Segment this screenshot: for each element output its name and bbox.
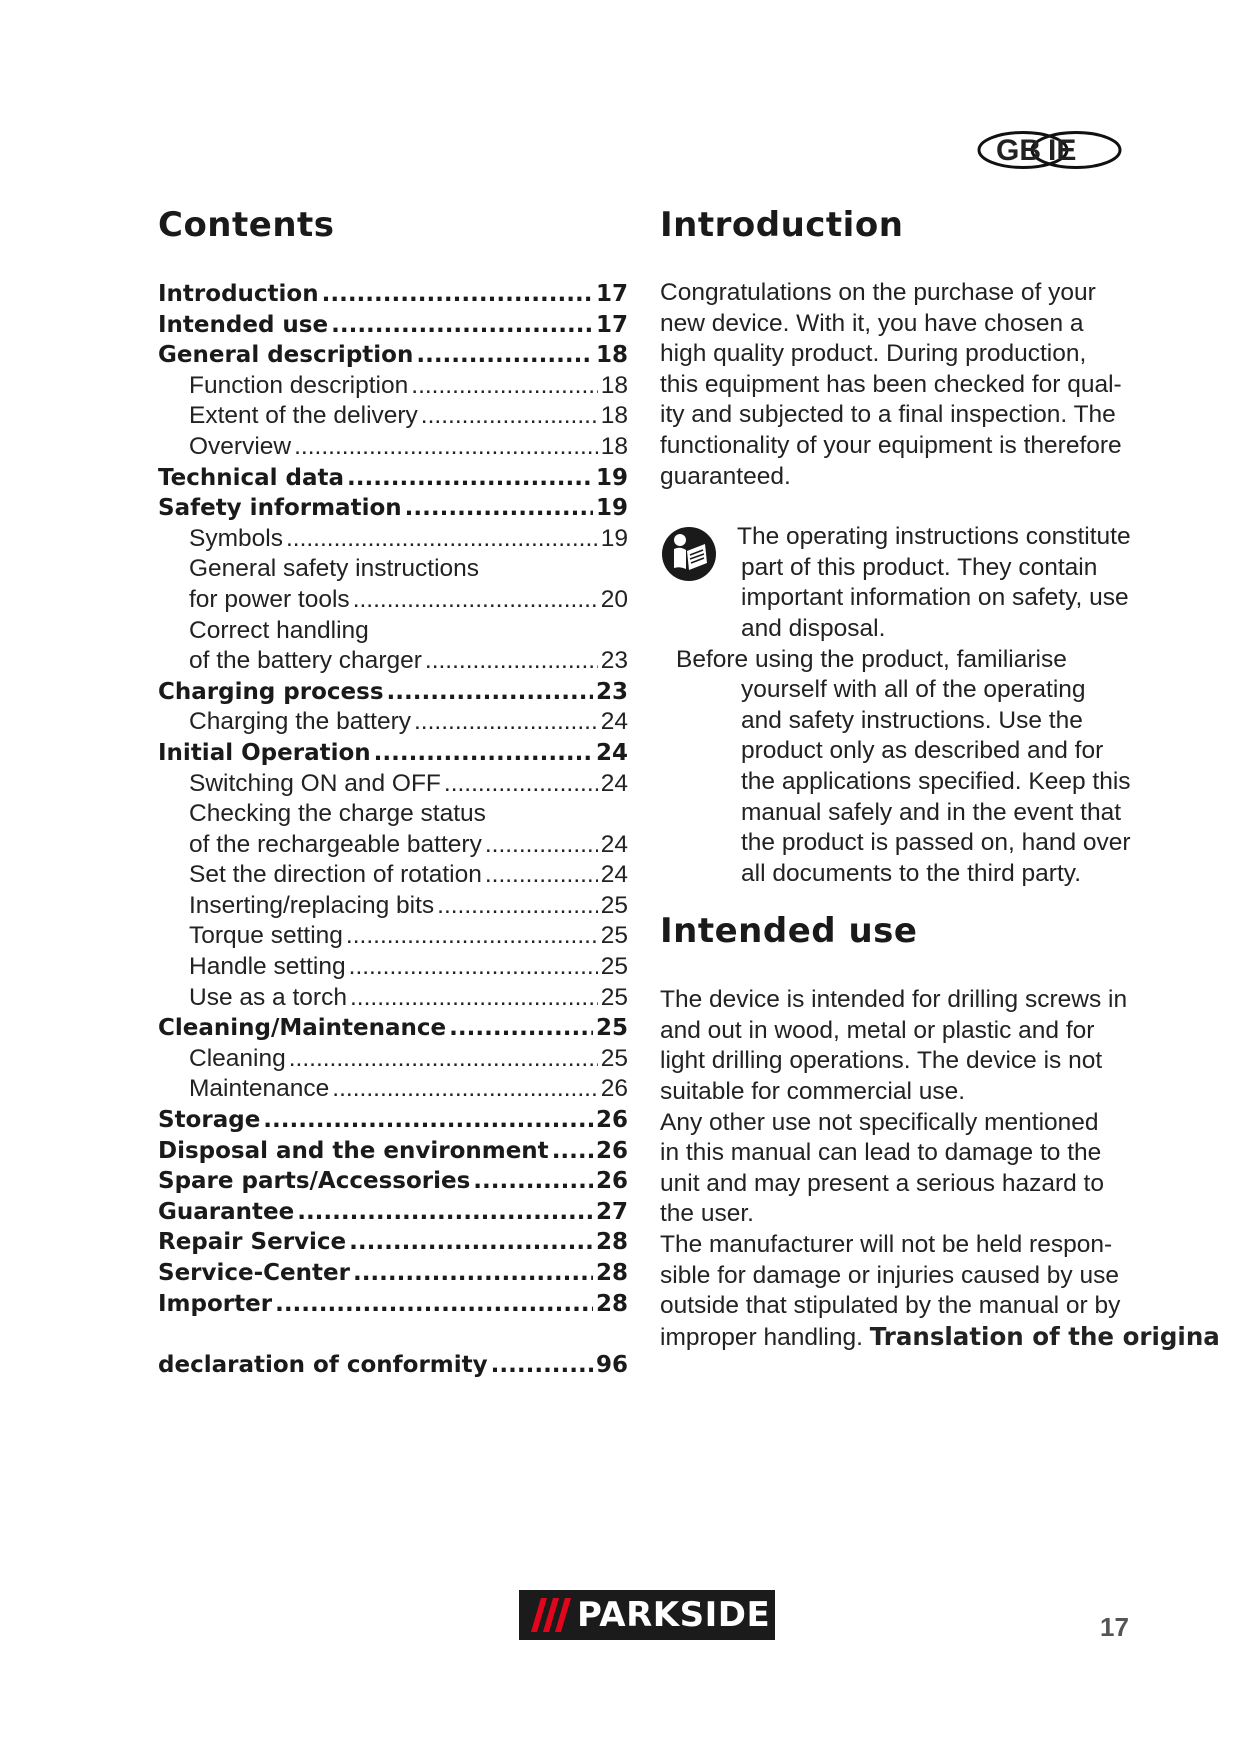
toc-page: 28	[595, 1260, 628, 1286]
toc-entry[interactable]	[158, 1197, 628, 1228]
toc-page: 24	[600, 830, 628, 858]
toc-page: 23	[595, 678, 628, 705]
toc-title: Handle setting	[189, 953, 346, 981]
toc-page: 26	[600, 1075, 628, 1103]
introduction-heading: Introduction	[660, 205, 904, 245]
text-line: all documents to the third party.	[741, 859, 1081, 887]
text-line: light drilling operations. The device is not	[660, 1047, 1103, 1075]
toc-title: for power tools	[189, 585, 350, 613]
text-line: The device is intended for drilling screws in	[660, 986, 1128, 1014]
parkside-logo-stripes-icon	[521, 1592, 575, 1638]
toc-title: Intended use	[158, 311, 329, 338]
toc-entry[interactable]	[158, 310, 628, 341]
toc-page: 26	[595, 1137, 628, 1164]
toc-page: 20	[600, 585, 628, 613]
toc-title: Extent of the delivery	[189, 402, 418, 430]
text-line: The operating instructions constitute	[737, 523, 1131, 551]
text-fragment: improper handling.	[660, 1323, 863, 1351]
toc-title: Charging the battery	[189, 708, 411, 736]
text-line: sible for damage or injuries caused by use	[660, 1261, 1119, 1289]
toc-entry[interactable]	[158, 1105, 628, 1136]
toc-title: Symbols	[189, 524, 283, 552]
toc-entry[interactable]	[158, 860, 628, 891]
toc-entry[interactable]	[158, 524, 628, 555]
toc-title: Disposal and the environment	[158, 1137, 549, 1164]
toc-entry[interactable]	[158, 1136, 628, 1167]
toc-page: 25	[600, 953, 628, 981]
toc-entry[interactable]	[158, 463, 628, 494]
toc-page: 25	[600, 891, 628, 919]
text-line: the applications specified. Keep this	[741, 767, 1131, 795]
text-line: and safety instructions. Use the	[741, 706, 1083, 734]
manual-notice	[660, 522, 1220, 889]
toc-title: Torque setting	[189, 922, 343, 950]
toc-page: 19	[595, 495, 628, 522]
toc-entry[interactable]	[158, 1013, 628, 1044]
text-line: important information on safety, use	[741, 584, 1129, 612]
toc-title: Storage	[158, 1107, 261, 1134]
text-line: functionality of your equipment is therefore	[660, 431, 1122, 459]
toc-entry[interactable]	[158, 493, 628, 524]
toc-title: Cleaning/Maintenance	[158, 1015, 447, 1042]
text-line: the user.	[660, 1200, 754, 1228]
text-line: suitable for commercial use.	[660, 1078, 966, 1106]
toc-entry[interactable]	[158, 1258, 628, 1289]
text-line: outside that stipulated by the manual or by	[660, 1292, 1121, 1320]
toc-title: Service-Center	[158, 1260, 350, 1286]
text-line: ity and subjected to a final inspection. The	[660, 401, 1116, 429]
toc-entry[interactable]	[158, 677, 628, 708]
toc-entry[interactable]	[158, 921, 628, 952]
text-line: part of this product. They contain	[741, 553, 1098, 581]
text-line: the product is passed on, hand over	[741, 829, 1131, 857]
country-badge	[976, 130, 1122, 170]
toc-title: Initial Operation	[158, 739, 371, 766]
text-line: The manufacturer will not be held respon-	[660, 1231, 1113, 1259]
toc-title: Checking the charge status	[189, 800, 486, 828]
toc-page: 25	[600, 983, 628, 1011]
toc-title: Switching ON and OFF	[189, 769, 441, 797]
toc-entry[interactable]	[158, 279, 628, 310]
text-line: unit and may present a serious hazard to	[660, 1169, 1104, 1197]
toc-page: 24	[600, 769, 628, 797]
intended-use-text	[660, 985, 1220, 1353]
toc-page: 17	[595, 311, 628, 338]
text-line: new device. With it, you have chosen a	[660, 309, 1084, 337]
text-line: product only as described and for	[741, 737, 1104, 765]
parkside-logo	[519, 1590, 775, 1640]
toc-page: 18	[595, 342, 628, 369]
toc-entry[interactable]	[158, 891, 628, 922]
page-number: 17	[1100, 1612, 1129, 1642]
toc-entry[interactable]	[158, 432, 628, 463]
text-line: yourself with all of the operating	[741, 676, 1086, 704]
toc-title: Spare parts/Accessories	[158, 1168, 471, 1195]
intended-use-heading: Intended use	[660, 911, 918, 952]
text-line	[660, 1322, 1220, 1354]
translation-note: Translation of the origina	[869, 1321, 1220, 1351]
toc-entry[interactable]	[158, 983, 628, 1014]
toc-entry[interactable]	[158, 1166, 628, 1197]
toc-page: 18	[600, 371, 628, 399]
text-line: Before using the product, familiarise	[676, 645, 1067, 673]
toc-title: Importer	[158, 1290, 273, 1317]
toc-title: Guarantee	[158, 1198, 295, 1225]
toc-entry[interactable]	[158, 585, 628, 616]
toc-title: declaration of conformity	[158, 1351, 488, 1378]
toc-page: 24	[600, 708, 628, 736]
toc-entry[interactable]	[158, 1350, 628, 1381]
toc-entry[interactable]	[158, 616, 628, 647]
text-line: manual safely and in the event that	[741, 798, 1122, 826]
text-line: in this manual can lead to damage to the	[660, 1139, 1102, 1167]
toc-title: Cleaning	[189, 1044, 286, 1072]
toc-entry[interactable]	[158, 952, 628, 983]
toc-entry[interactable]	[158, 1227, 628, 1258]
text-line: and out in wood, metal or plastic and for	[660, 1016, 1095, 1044]
toc-entry[interactable]	[158, 401, 628, 432]
toc-page: 28	[595, 1290, 628, 1317]
text-line: guaranteed.	[660, 462, 791, 490]
toc-title: Maintenance	[189, 1075, 330, 1103]
toc-title: Charging process	[158, 678, 384, 705]
toc-entry[interactable]	[158, 830, 628, 861]
toc-title: Technical data	[158, 464, 345, 491]
text-line: and disposal.	[741, 614, 886, 642]
toc-entry[interactable]	[158, 799, 628, 830]
toc-page: 24	[595, 739, 628, 766]
introduction-text	[660, 278, 1220, 492]
toc-title: General safety instructions	[189, 555, 480, 583]
toc-entry[interactable]	[158, 371, 628, 402]
body-column	[660, 205, 1220, 1353]
toc-entry[interactable]	[158, 1074, 628, 1105]
toc-title: Set the direction of rotation	[189, 861, 482, 889]
badge-ie-label: IE	[1048, 134, 1077, 167]
toc-page: 25	[600, 1044, 628, 1072]
toc-entry[interactable]	[158, 707, 628, 738]
toc-title: of the battery charger	[189, 647, 422, 675]
badge-gb-label: GB	[996, 134, 1041, 167]
toc-title: Function description	[189, 371, 409, 399]
toc-page: 17	[595, 281, 628, 307]
toc-page: 19	[600, 524, 628, 552]
text-line: Congratulations on the purchase of your	[660, 279, 1096, 306]
text-line: high quality product. During production,	[660, 340, 1087, 368]
toc-page: 19	[595, 464, 628, 491]
toc-title: General description	[158, 342, 414, 369]
toc-title: of the rechargeable battery	[189, 830, 482, 858]
toc-page: 23	[600, 647, 628, 675]
text-line: this equipment has been checked for qual-	[660, 370, 1122, 398]
toc-title: Use as a torch	[189, 983, 347, 1011]
toc-page: 27	[595, 1198, 628, 1225]
toc-page: 25	[595, 1015, 628, 1042]
toc-page: 96	[595, 1351, 628, 1378]
toc-entry[interactable]	[158, 738, 628, 769]
toc-entry[interactable]	[158, 340, 628, 371]
toc-entry[interactable]	[158, 1289, 628, 1320]
read-manual-icon	[660, 525, 718, 583]
contents-column	[158, 205, 628, 1380]
table-of-contents	[158, 279, 628, 1380]
contents-heading: Contents	[158, 205, 335, 245]
toc-entry[interactable]	[158, 769, 628, 800]
toc-page: 26	[595, 1168, 628, 1195]
toc-page: 18	[600, 402, 628, 430]
toc-page: 25	[600, 922, 628, 950]
toc-title: Introduction	[158, 281, 319, 307]
toc-title: Overview	[189, 432, 292, 460]
toc-page: 28	[595, 1229, 628, 1256]
toc-title: Repair Service	[158, 1229, 347, 1256]
toc-entry[interactable]	[158, 554, 628, 585]
toc-entry[interactable]	[158, 646, 628, 677]
toc-page: 24	[600, 861, 628, 889]
toc-title: Inserting/replacing bits	[189, 891, 435, 919]
text-line: Any other use not specifically mentioned	[660, 1108, 1099, 1136]
toc-page: 26	[595, 1107, 628, 1134]
toc-page: 18	[600, 432, 628, 460]
toc-title: Safety information	[158, 495, 402, 522]
toc-title: Correct handling	[189, 616, 369, 644]
toc-entry[interactable]	[158, 1044, 628, 1075]
brand-name: PARKSIDE	[577, 1595, 771, 1635]
